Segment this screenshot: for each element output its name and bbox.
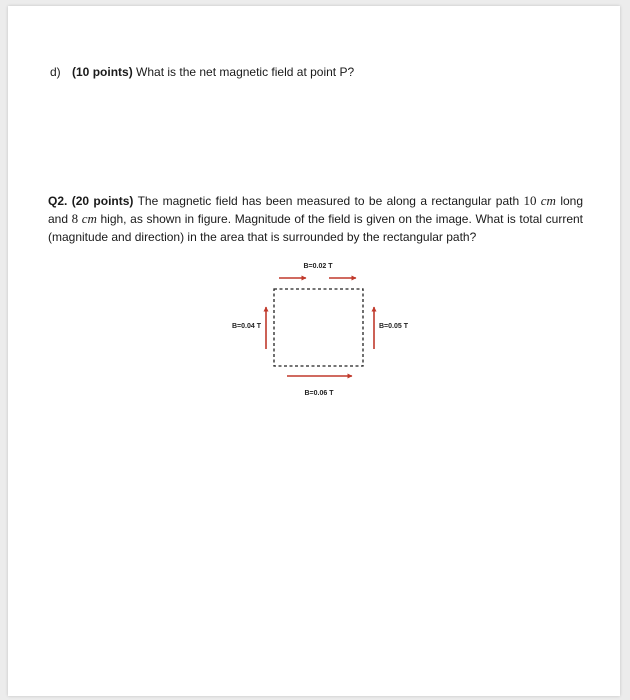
right-field-label: B=0.05 T [379, 323, 408, 330]
left-field-label: B=0.04 T [232, 323, 261, 330]
top-field-label: B=0.02 T [303, 263, 333, 270]
question-d-label: d) [50, 65, 61, 79]
height-value: 8 [71, 211, 79, 226]
length-unit: cm [540, 193, 556, 208]
magnetic-field-figure [8, 6, 620, 696]
height-unit: cm [81, 211, 97, 226]
document-page [8, 6, 620, 696]
question-2-label: Q2. [48, 194, 68, 208]
question-2-text-3: high, as shown in figure. Magnitude of the field is given on the image. What is total current (magnitude and direction) in the area that is surrounded by the rectangular path? [48, 212, 584, 244]
question-2-points: (20 points) [71, 194, 134, 208]
rectangular-path [274, 289, 363, 366]
question-d-text: What is the net magnetic field at point P? [132, 65, 355, 79]
length-value: 10 [523, 193, 537, 208]
question-d-points: (10 points) [72, 65, 133, 79]
question-2-text-1: The magnetic field has been measured to be along a rectangular path [133, 194, 524, 208]
question-2-text-2: long and [48, 194, 584, 226]
bottom-field-label: B=0.06 T [304, 390, 334, 397]
